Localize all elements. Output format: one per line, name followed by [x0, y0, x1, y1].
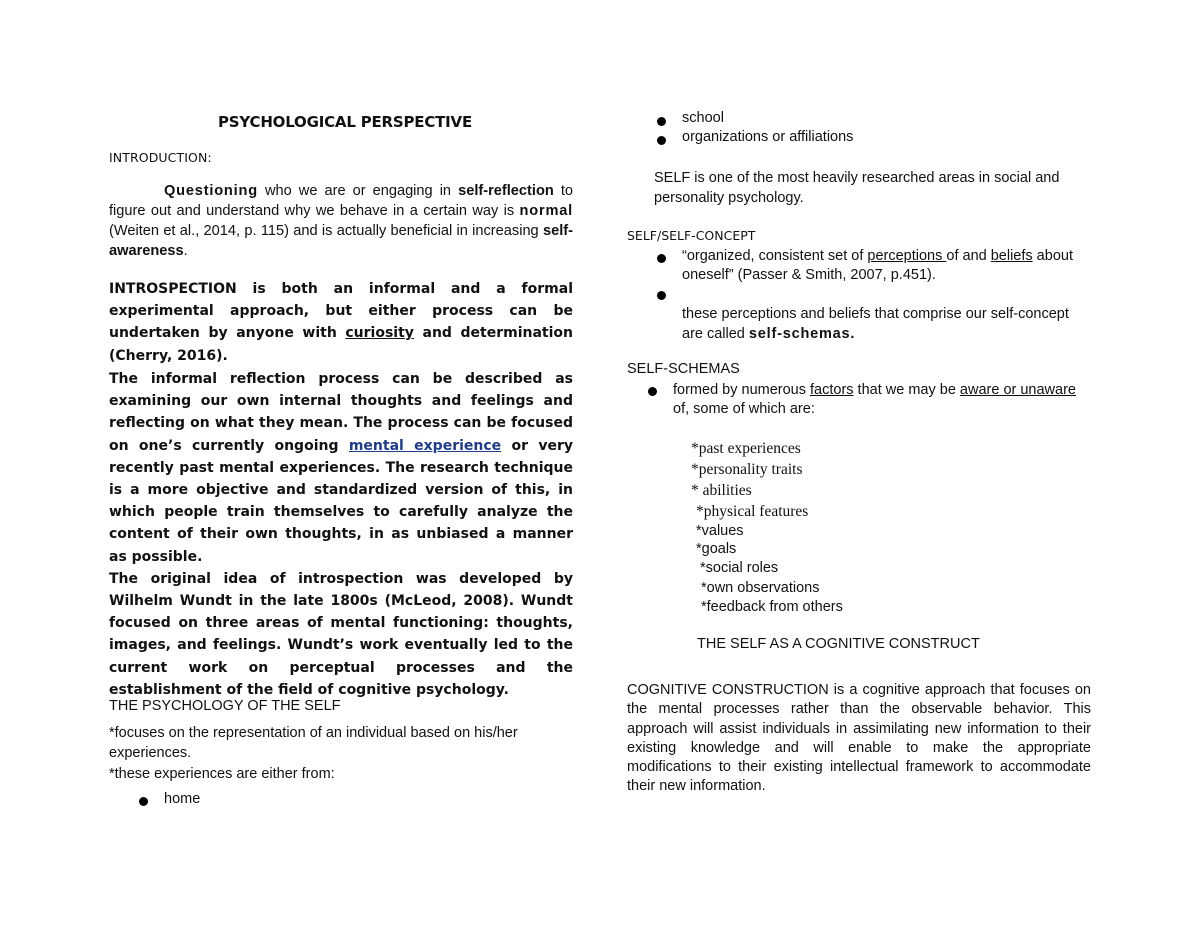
cognitive-construct-heading: THE SELF AS A COGNITIVE CONSTRUCT [697, 636, 980, 652]
informal-paragraph [109, 368, 573, 568]
list-item: *own observations [701, 580, 820, 596]
intro-text-4: . [183, 243, 188, 259]
informal-text-2: or very recently past mental experiences. The research technique is a more objective and standardized version of this, in which people train themselves to carefully analyze the content of their own thoughts, in as unbiased a manner as possible. [109, 437, 573, 565]
self-concept-heading: SELF/SELF-CONCEPT [627, 228, 756, 243]
list-item: *values [696, 523, 744, 539]
schemas-underlined-factors: factors [810, 382, 854, 398]
intro-text-2: to figure out and understand why we behave in a certain way is [109, 183, 574, 219]
self-paragraph: SELF is one of the most heavily researched areas in social and personality psychology. [654, 170, 1060, 206]
sc2-text-1: these perceptions and beliefs that comprise our self-concept are called [682, 306, 1069, 342]
bullet-icon [657, 291, 666, 300]
informal-reflection-section [109, 368, 573, 701]
bullet-icon [657, 254, 666, 263]
bullet-item-organizations: organizations or affiliations [682, 129, 854, 145]
list-item: *past experiences [691, 440, 801, 457]
intro-bold-normal: normal [519, 203, 573, 219]
self-schemas-formed-by [673, 381, 1093, 419]
sc1-underlined-beliefs: beliefs [990, 248, 1033, 264]
intro-bold-self-awareness: self-awareness [109, 223, 573, 259]
self-schemas-heading: SELF-SCHEMAS [627, 361, 740, 377]
list-item: *physical features [696, 503, 809, 520]
list-item: * abilities [691, 482, 752, 499]
list-item: *social roles [700, 560, 779, 576]
intro-bold-questioning: Questioning [164, 183, 258, 199]
sc1-text-3: about oneself” (Passer & Smith, 2007, p.451). [682, 248, 1073, 283]
intro-bold-self-reflection: self-reflection [458, 183, 554, 199]
bullet-item-home: home [164, 791, 201, 807]
sc1-underlined-perceptions: perceptions [867, 248, 947, 264]
self-schemas-definition [682, 304, 1092, 344]
sc1-text-1: “organized, consistent set of [682, 248, 868, 264]
informal-text-1: The informal reflection process can be described as examining our own internal thoughts and feelings and reflecting on what they mean. The process can be focused on one’s currently ongoing [109, 371, 573, 454]
psychology-of-self-line-1: *focuses on the representation of an individual based on his/her experiences. [109, 725, 518, 761]
sc1-text-2: of and [946, 248, 991, 264]
page-title: PSYCHOLOGICAL PERSPECTIVE [218, 113, 473, 131]
introduction-paragraph [109, 181, 573, 261]
list-item: *personality traits [691, 461, 803, 478]
list-item: *feedback from others [701, 599, 843, 615]
self-concept-definition [682, 247, 1092, 285]
schemas-text-1: formed by numerous [673, 382, 811, 398]
introduction-heading: INTRODUCTION: [109, 150, 212, 165]
list-item: *goals [696, 541, 737, 557]
sc2-bold-self-schemas: self-schemas. [748, 326, 856, 342]
psychology-of-self-line-2: *these experiences are either from: [109, 766, 335, 782]
bullet-icon [657, 136, 666, 145]
psychology-of-self-heading: THE PSYCHOLOGY OF THE SELF [109, 698, 341, 714]
intro-text-3: (Weiten et al., 2014, p. 115) and is actually beneficial in increasing [109, 223, 543, 239]
introspection-underlined-curiosity: curiosity [345, 325, 414, 342]
bullet-icon [139, 797, 148, 806]
bullet-icon [648, 387, 657, 396]
introspection-text-2: and determination (Cherry, 2016). [109, 325, 574, 364]
schemas-underlined-aware-or-unaware: aware or unaware [959, 382, 1076, 398]
introspection-text-1: INTROSPECTION is both an informal and a formal experimental approach, but either process can be undertaken by anyone with [109, 281, 573, 342]
bullet-icon [657, 117, 666, 126]
mental-experience-link[interactable]: mental experience [348, 437, 502, 454]
intro-text-1: who we are or engaging in [257, 183, 459, 199]
introspection-paragraph [109, 278, 573, 367]
wundt-paragraph: The original idea of introspection was developed by Wilhelm Wundt in the late 1800s (McLeod, 2008). Wundt focused on three areas of mental functioning: thoughts, images, and feelings. Wundt’s work eventually led to the current work on perceptual processes and the establishment of the field of cognitive psychology. [109, 570, 573, 698]
bullet-item-school: school [682, 110, 724, 126]
schemas-text-3: of, some of which are: [673, 401, 815, 417]
cognitive-construction-paragraph: COGNITIVE CONSTRUCTION is a cognitive approach that focuses on the mental processes rather than the observable behavior. This approach will assist individuals in assimilating new information to their existing knowledge and will enable to make the appropriate modifications to their existing intellectual framework to accommodate their new information. [627, 682, 1091, 795]
schemas-text-2: that we may be [853, 382, 960, 398]
